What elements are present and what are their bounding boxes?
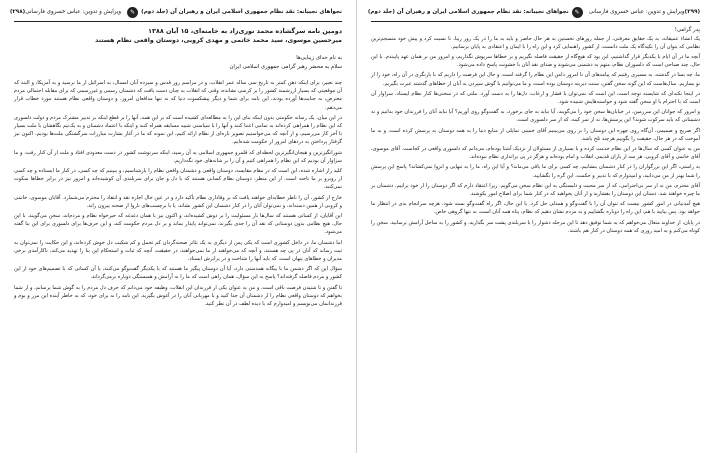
left-paragraph: در این میان، یک رسانه حکومتی بدون اینکه بنای این را به مطالعه‌ای کشیده است که بر این همه، آنها را بر قطع اینکه بر تدبیر مشترک مردم و دولت دلسوزی که این نظام را همراهی کرده‌اند به تمامی اعتنا کنند و آنها را با سیاستی شبیه مسابقه همراه کنند و اینکه با اعتماد دشمنان و به یک‌نیم نگاهشان با ملت بسیار تا آخر کار می‌رسیم، و از آنچه که می‌خواستیم تصویر تازه‌ای از نظام ارائه کنیم، این نمونه که ما در آغاز بشارت مبارزات سرگشتگی ملت‌ها بودیم، اکنون نیز گرفتار پرداختن به دردهای امروز از حکومت شده‌ایم.: [14, 114, 342, 146]
right-page-body: [371, 26, 700, 235]
left-paragraph: شورانگیزترین و هیجان‌انگیزترین لحظه‌ای که قلمرو جمهوری اسلامی به آن رسید، اینکه سرنوشت کشور در دست معدودی افتاد و ملت از آن کنار رفت، و ما سزاوار آن بودیم که این نظام را همراهی کنیم و آن را بر شانه‌های خود نگه‌داریم.: [14, 149, 342, 164]
left-paragraph: کلید راز اشاره شده، این است که در مقام مقایسه، دوستان واقعی و دشمنان واقعی نظام را بازشناسیم، و ببینیم که چه کسی، در کنار ما ایستاده و چه کسی از روبرو بر ما تاخته است. از این منظر، دوستان نظام کسانی هستند که با دل و جان برای سربلندی آن کوشیده‌اند و امروز نیز در برابر خطاها سکوت نمی‌کنند.: [14, 168, 342, 191]
salutation-line-1: به نام خدای زیبایی‌ها: [296, 55, 342, 61]
left-page-number: (۲۹۸): [9, 9, 26, 15]
letter-subheading: میرحسین موسوی، سید محمد خاتمی و مهدی کروبی، دوستان واقعی نظام هستند: [95, 37, 342, 44]
left-paragraph: خارج از کشور، آن را ناظر خطابه‌ای خواهند یافت که بر وفاداری نظام تأکید دارد و در عین حال اجازه نقد و انتقاد را محترم می‌شمارد. آقایان موسوی، خاتمی و کروبی از همین دسته‌اند، و نمی‌توان آنان را در کنار دشمنان این کشور نشاند، یا با برچسب‌های ناروا از صحنه بیرون راند.: [14, 194, 342, 209]
right-paragraph: و امروز که جوانان این سرزمین، در خیابان‌ها سخن خود را می‌گویند، آیا نباید به جای برخورد، به گفت‌وگو روی آوریم؟ آیا نباید آنان را فرزندان خود بدانیم و نه دشمنانی که باید سرکوب شوند؟ این پرسش‌ها، نه از سر کینه، که از سر دلسوزی است.: [371, 109, 700, 124]
quill-logo-icon: ✎: [127, 7, 138, 18]
left-editor-credit: ویرایش و تدوین: عباس خسروی فارسانی: [25, 9, 122, 15]
left-page-header: [9, 4, 342, 20]
right-editor-credit: ویرایش و تدوین: عباس خسروی فارسانی: [588, 9, 685, 15]
right-paragraph: در پایان، از خداوند متعال می‌خواهم که به شما توفیق دهد تا این مرحله دشوار را با سربلندی پشت سر بگذارید، و کشور را به ساحل آرامش برسانید. سخن را کوتاه می‌کنم و به امید روزی که همه دوستان در کنار هم باشند.: [371, 219, 700, 234]
left-book-title: نجواهای نجیبانه: نقد نظام جمهوری اسلامی ایران و رهبران آن (جلد دوم): [141, 9, 342, 15]
quill-logo-icon: ✎: [572, 7, 583, 18]
right-page-number: (۲۹۹): [684, 9, 700, 15]
right-paragraph: به راستی، اگر این بزرگواران را در کنار دشمنان بنشانیم، چه کسی برای ما باقی می‌ماند؟ و آیا این راه، ما را به تنهایی و انزوا نمی‌کشاند؟ پاسخ این پرسش را شما بهتر از من می‌دانید، و امیدوارم که با تدبیر و حکمت، این گره را بگشایید.: [371, 164, 700, 179]
left-page-body: [14, 26, 342, 308]
left-paragraph: چند تعبیر، برای اینکه ذهن کمتر به تاریخ سی ساله عمر انقلاب، و در مراسم روز قدس و سیزده آبان امسال، به اسرائیل از ما نرسید و به آمریکا، و البته که آن موقعیتی که بسیار ارزشمند کشور را بر کرسی نشانده، وقتی که انقلاب به چنان دست یافت که دشمنان رسمی و غیررسمی که برای مقابله احتمالی مردم معترض، به جنایت‌ها آورده بودند، این نامه برای شما و دیگر پیشکسوت دنیا که نه تنها مدافعان امروز، و دوستان واقعی نظام هستند مورد خطاب قرار می‌دهم.: [14, 80, 342, 111]
letter-opening: پدر گرامی!: [674, 27, 700, 33]
left-paragraph: سؤال این که اگر دشمن ما با بیگانه همدستی دارد، آیا آن دوستان پیگیر ما هستند که با یکدیگر گفت‌وگو می‌کنند، یا آن کسانی که با تصمیم‌های خود از این کشور و مردم فاصله گرفته‌اند؟ پاسخ به این سؤال، همان راهی است که ما را به آرامش و همبستگی دوباره برمی‌گرداند.: [14, 266, 342, 281]
salutation-line-2: سلام به محضر رهبر گرامی جمهوری اسلامی ایران: [229, 63, 342, 70]
letter-heading: دومین نامه سرگشاده محمد نوری‌زاد به خامنه‌ای، ۱۵ آبان ۱۳۸۸: [148, 27, 342, 35]
left-header-rule: [14, 21, 342, 22]
left-paragraph: تا گفتن و تا شنیدن فرصت باقی است، و من به عنوان یکی از فرزندان این انقلاب، وظیفه خود می‌دانم که حرف دل مردم را به گوش شما برسانم، و از شما بخواهم که دوستان واقعی نظام را از دشمنان آن جدا کنید و با مهربانی آنان را در آغوش بگیرید. این نامه را نه برای خود، که به خاطر آینده این مرز و بوم و فرزندانمان می‌نویسم و امیدوارم که با دیده لطف در آن نظر کنید.: [14, 284, 342, 308]
left-paragraph: این آقایان، از کسانی هستند که سال‌ها بار مسئولیت را بر دوش کشیده‌اند، و اکنون نیز با همان دغدغه که خیرخواه نظام و مردم‌اند، سخن می‌گویند. با این حال، هیچ نظامی بدون دوستانی که نقد آن را جدی بگیرند، نمی‌تواند پایدار بماند و بر دل مردم حکومت کند، و این حرف‌ها برای دلسوزی برای این بنا گفته می‌شود.: [14, 213, 342, 236]
right-paragraph: آقای محترم، من نه از سر بی‌احترامی، که از سر محبت و دلبستگی به این نظام سخن می‌گویم. زیرا اعتقاد دارم که اگر دوستان را از خود برانیم، دشمنان بر ما چیره خواهند شد. دستان این دوستان را بفشارید و از آنان بخواهید که در کنار شما برای اصلاح امور بکوشند.: [371, 182, 700, 197]
right-paragraph: ما، چه بسا در گذشته، به مسیری رفتیم که پیامدهای آن تا امروز دامن این نظام را گرفته است، و حال این فرصت را داریم که با بازنگری در آن راه، خود را از نو بسازیم. سال‌هاست که این گونه سخن گفتن، سنت دیرینه دوستان بوده است، و ما می‌توانیم با گوش سپردن به آنان از خطاهای گذشته عبرت بگیریم.: [371, 72, 700, 87]
right-paragraph: اگر صریح و صمیمی، آن‌گاه روی چهره این دوستان را بر روی می‌بینیم آقای خمینی تمایلی از منابع دنیا را به همه دوستان به پرسش کرده است، و به ما آموخت که در هر حال، حقیقت را بگوییم هرچند تلخ باشد.: [371, 127, 700, 142]
right-book-title: نجواهای نجیبانه: نقد نظام جمهوری اسلامی ایران و رهبران آن (جلد دوم): [367, 9, 569, 15]
right-paragraph: آنچه ما در آن ایام با یکدیگر قرار گذاشتیم، این بود که هیچ‌گاه از حقیقت فاصله نگیریم و بر خطاها سرپوش نگذاریم، و امروز من بر همان عهد پایبندم. با این حال، چند صباحی است که دلسوزان نظام، متهم به دشمنی می‌شوند و صدای نقد آنان با خشونت پاسخ داده می‌شود.: [371, 53, 700, 69]
right-paragraph: هیچ آمدنیانی در امور کشور نیست که نتوان آن را با گفت‌وگو و همدلی حل کرد. با این حال، اگر راه گفت‌وگو بسته شود، هرچه سرانجام بدی در انتظار ما خواهد بود. پس بیایید با هم، این راه را دوباره بگشاییم و به مردم نشان دهیم که نظام، پناه همه آنان است، نه تنها گروهی خاص.: [371, 201, 700, 216]
right-paragraph: من به عنوان کسی که سال‌ها در این نظام خدمت کرده و با بسیاری از مسئولان از نزدیک آشنا بوده‌ام، می‌دانم که دلسوزی واقعی در کجاست. آقای موسوی، آقای خاتمی و آقای کروبی، هر سه از یاران قدیمی انقلاب و امام بوده‌اند و هرگز در پی براندازی نظام نبوده‌اند.: [371, 145, 700, 161]
right-page: [357, 0, 714, 453]
right-page-header: [367, 4, 700, 20]
left-paragraph: اما دشمنان ما، در داخل کشوری است که یکی پس از دیگری به یک تئاتر صحنه‌گردان کم تحمل و کم شکیب دل خوش کرده‌اند، و این حکایت را نمی‌توان به ثبت رساند که آنان در پی چه هستند، و آنچه که می‌خواهند از ما نمی‌خواهند، در حقیقت، آنچه که ثبات و استحکام این بنا را تهدید می‌کند، ناکارآمدی برخی مدیران و خطاهای پنهان است، که باید آنها را شناخت و در برابرش ایستاد.: [14, 239, 342, 263]
right-header-rule: [371, 21, 700, 22]
right-paragraph: در اینجا نکته‌ای که شایسته توجه است، این است که نمی‌توان با فشار و ارعاب، دل‌ها را به دست آورد. ملتی که در سختی‌ها کنار نظام ایستاد، سزاوار آن است که با احترام با او سخن گفته شود و خواسته‌هایش شنیده شود.: [371, 90, 700, 105]
right-paragraph: یک انشاء عمیقانه، به یک حقایق معرفتی، از جمله روزهای نخستین به هر حال حاضر و باید به ما را در یک روز زیبا، تا نسبت کرد و پیش خود منسجم‌ترین نظامی که بتوان آن را تکیه‌گاه یک ملت دانست، از کشور راهنمایی کرد و این راه را با ایمان و اعتقادی به پایان برسانیم.: [371, 35, 700, 50]
